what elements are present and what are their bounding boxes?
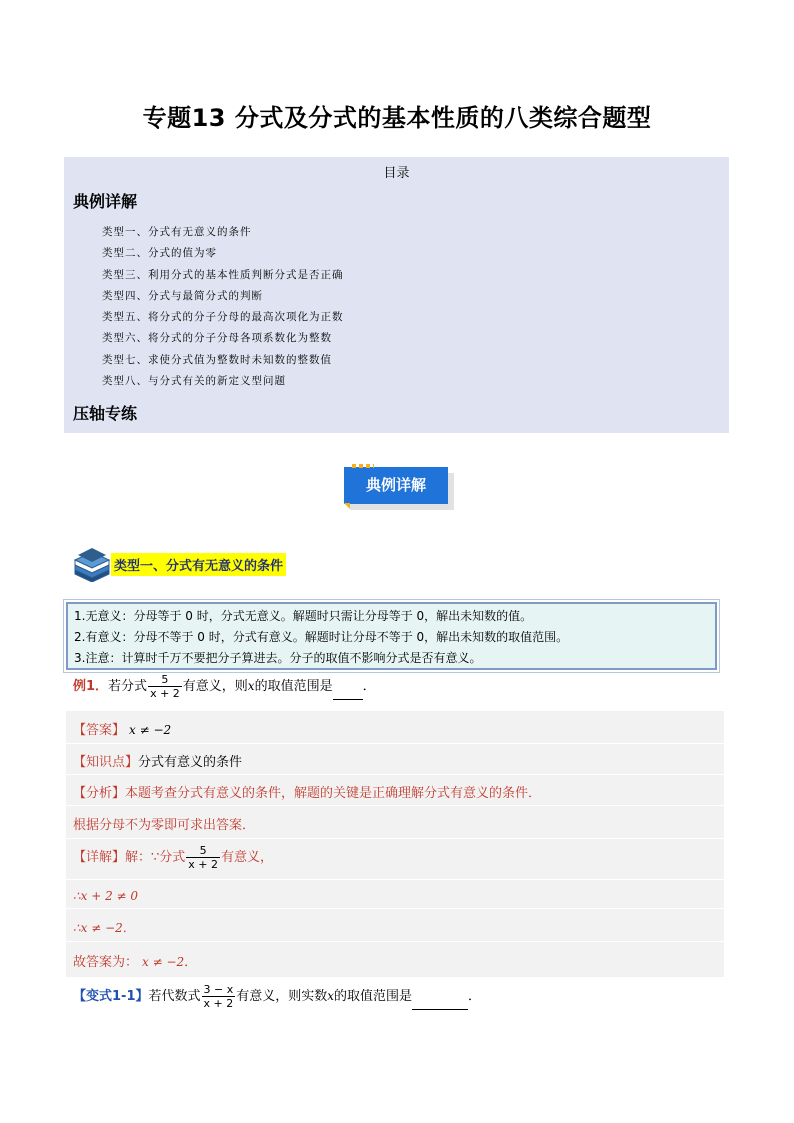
variant-text-after2: 的取值范围是 — [334, 989, 413, 1004]
example-question — [73, 673, 376, 700]
answer-tag: 【答案】 — [73, 723, 126, 738]
row-separator — [66, 941, 724, 942]
answer-blank[interactable] — [333, 685, 363, 700]
section-banner — [344, 467, 456, 511]
toc-item[interactable]: 类型三、利用分式的基本性质判断分式是否正确 — [102, 269, 344, 281]
detail-tag: 【详解】 — [73, 850, 126, 865]
toc-item[interactable]: 类型七、求使分式值为整数时未知数的整数值 — [102, 354, 332, 366]
answer-row — [73, 719, 171, 738]
toc-item[interactable]: 类型二、分式的值为零 — [102, 247, 217, 259]
variant-label: 【变式1-1】 — [73, 989, 149, 1004]
fraction-denominator: x + 2 — [150, 687, 180, 700]
knowledge-point-tag: 【知识点】 — [73, 755, 139, 770]
tip-line: 1.无意义：分母等于 0 时，分式无意义。解题时只需让分母等于 0，解出未知数的值。 — [74, 609, 533, 623]
example-variable: x — [247, 679, 255, 693]
solution-step-2: ∴x ≠ −2． — [73, 921, 135, 935]
toc-item[interactable]: 类型一、分式有无意义的条件 — [102, 226, 252, 238]
banner-dots-decoration — [352, 464, 374, 468]
knowledge-point-value: 分式有意义的条件 — [138, 755, 243, 770]
toc-item[interactable]: 类型六、将分式的分子分母各项系数化为整数 — [102, 332, 332, 344]
final-answer-value: x ≠ −2 — [142, 955, 185, 969]
variant-text-after: 有意义，则实数 — [236, 989, 328, 1004]
example-fraction — [148, 673, 182, 700]
knowledge-point-row — [73, 751, 242, 770]
variant-variable: x — [327, 989, 335, 1003]
example-text-after: 有意义，则 — [182, 679, 248, 694]
toc-section-practice[interactable]: 压轴专练 — [73, 404, 138, 423]
example-text-before: 若分式 — [108, 679, 148, 694]
detail-fraction — [186, 844, 220, 871]
answer-blank[interactable] — [412, 995, 468, 1010]
answer-value: x ≠ −2 — [129, 723, 172, 737]
variant-text-before: 若代数式 — [148, 989, 201, 1004]
final-answer-end: ． — [184, 955, 198, 970]
variant-question — [73, 983, 481, 1010]
row-separator — [66, 838, 724, 839]
detail-row — [73, 844, 273, 871]
final-answer-row — [73, 951, 197, 970]
fraction-numerator: 3 − x — [203, 983, 234, 996]
answer-block — [66, 711, 724, 977]
tips-box — [66, 602, 717, 670]
banner-corner-decoration — [344, 503, 350, 509]
row-separator — [66, 908, 724, 909]
analysis-line-2: 根据分母不为零即可求出答案． — [73, 818, 256, 833]
example-label: 例1． — [73, 679, 109, 694]
fraction-denominator: x + 2 — [188, 858, 219, 871]
toc-item[interactable]: 类型八、与分式有关的新定义型问题 — [102, 375, 286, 387]
banner-label: 典例详解 — [344, 467, 448, 504]
detail-value: 解：∵分式 — [125, 850, 186, 865]
variant-fraction — [202, 983, 236, 1010]
solution-step-1: ∴x + 2 ≠ 0 — [73, 889, 139, 903]
page-title: 专题13 分式及分式的基本性质的八类综合题型 — [142, 104, 652, 132]
final-answer-label: 故答案为： — [73, 955, 139, 970]
row-separator — [66, 805, 724, 806]
row-separator — [66, 743, 724, 744]
analysis-row — [73, 782, 541, 801]
detail-after: 有意义， — [221, 850, 274, 865]
analysis-tag: 【分析】 — [73, 786, 126, 801]
fraction-numerator: 5 — [161, 673, 169, 686]
toc-heading: 目录 — [383, 166, 410, 181]
row-separator — [66, 774, 724, 775]
fraction-numerator: 5 — [199, 844, 207, 857]
toc-item[interactable]: 类型四、分式与最简分式的判断 — [102, 290, 263, 302]
variant-end: ． — [468, 989, 482, 1004]
books-icon — [73, 544, 111, 582]
analysis-value: 本题考查分式有意义的条件，解题的关键是正确理解分式有意义的条件． — [125, 786, 542, 801]
toc-section-examples[interactable]: 典例详解 — [73, 192, 138, 211]
tip-line: 2.有意义：分母不等于 0 时，分式有意义。解题时让分母不等于 0，解出未知数的取值范围。 — [74, 630, 569, 644]
type-label: 类型一、分式有无意义的条件 — [111, 553, 286, 576]
fraction-denominator: x + 2 — [203, 997, 234, 1010]
table-of-contents — [64, 157, 729, 433]
toc-item[interactable]: 类型五、将分式的分子分母的最高次项化为正数 — [102, 311, 344, 323]
tip-line: 3.注意：计算时千万不要把分子算进去。分子的取值不影响分式是否有意义。 — [74, 651, 482, 665]
row-separator — [66, 879, 724, 880]
example-end: ． — [362, 679, 376, 694]
example-text-after2: 的取值范围是 — [254, 679, 333, 694]
